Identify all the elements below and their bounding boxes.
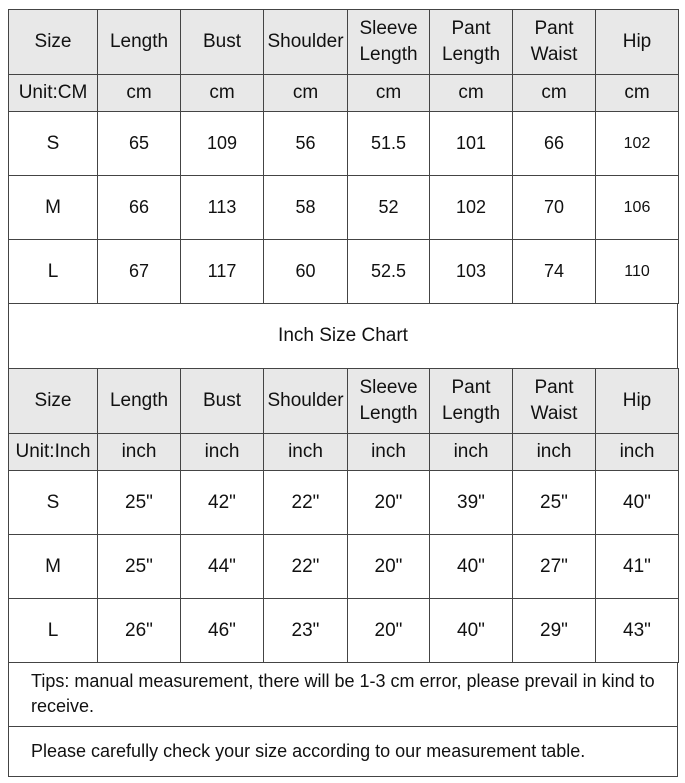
tips-note: Tips: manual measurement, there will be 1-3 cm error, please prevail in kind to receive. [8, 663, 678, 727]
column-header: Bust [181, 369, 264, 434]
value-cell: 25" [513, 471, 596, 535]
column-header: Shoulder [264, 10, 348, 75]
cm-size-table [8, 9, 679, 304]
table-row [9, 535, 679, 599]
unit-cell: cm [513, 75, 596, 112]
value-cell: 106 [596, 176, 679, 240]
value-cell: 27" [513, 535, 596, 599]
size-chart [8, 9, 678, 777]
table-row [9, 112, 679, 176]
size-cell: M [9, 535, 98, 599]
value-cell: 40" [596, 471, 679, 535]
table-row [9, 599, 679, 663]
value-cell: 52.5 [348, 240, 430, 304]
size-cell: L [9, 240, 98, 304]
value-cell: 109 [181, 112, 264, 176]
value-cell: 39" [430, 471, 513, 535]
column-header: Sleeve Length [348, 10, 430, 75]
value-cell: 52 [348, 176, 430, 240]
header-row [9, 369, 679, 434]
value-cell: 65 [98, 112, 181, 176]
value-cell: 67 [98, 240, 181, 304]
value-cell: 25" [98, 535, 181, 599]
unit-cell: inch [596, 434, 679, 471]
value-cell: 20" [348, 535, 430, 599]
column-header: Length [98, 10, 181, 75]
unit-row [9, 434, 679, 471]
table-row [9, 240, 679, 304]
column-header: Hip [596, 10, 679, 75]
unit-cell: inch [513, 434, 596, 471]
value-cell: 51.5 [348, 112, 430, 176]
size-cell: S [9, 112, 98, 176]
value-cell: 23" [264, 599, 348, 663]
column-header: Pant Waist [513, 369, 596, 434]
column-header: Hip [596, 369, 679, 434]
column-header: Sleeve Length [348, 369, 430, 434]
value-cell: 66 [513, 112, 596, 176]
value-cell: 42" [181, 471, 264, 535]
column-header: Size [9, 369, 98, 434]
check-size-note: Please carefully check your size according to our measurement table. [8, 727, 678, 777]
value-cell: 40" [430, 535, 513, 599]
column-header: Length [98, 369, 181, 434]
value-cell: 29" [513, 599, 596, 663]
unit-cell: cm [348, 75, 430, 112]
value-cell: 103 [430, 240, 513, 304]
value-cell: 66 [98, 176, 181, 240]
value-cell: 102 [430, 176, 513, 240]
column-header: Pant Length [430, 10, 513, 75]
column-header: Pant Length [430, 369, 513, 434]
value-cell: 56 [264, 112, 348, 176]
value-cell: 101 [430, 112, 513, 176]
size-cell: L [9, 599, 98, 663]
value-cell: 102 [596, 112, 679, 176]
unit-cell: cm [264, 75, 348, 112]
value-cell: 117 [181, 240, 264, 304]
column-header: Pant Waist [513, 10, 596, 75]
value-cell: 43" [596, 599, 679, 663]
value-cell: 46" [181, 599, 264, 663]
value-cell: 40" [430, 599, 513, 663]
value-cell: 22" [264, 471, 348, 535]
unit-cell: cm [596, 75, 679, 112]
unit-cell: cm [181, 75, 264, 112]
value-cell: 22" [264, 535, 348, 599]
value-cell: 70 [513, 176, 596, 240]
column-header: Size [9, 10, 98, 75]
unit-cell: inch [98, 434, 181, 471]
unit-cell: Unit:Inch [9, 434, 98, 471]
unit-cell: cm [430, 75, 513, 112]
unit-cell: Unit:CM [9, 75, 98, 112]
column-header: Shoulder [264, 369, 348, 434]
size-cell: M [9, 176, 98, 240]
unit-cell: inch [181, 434, 264, 471]
table-row [9, 471, 679, 535]
table-row [9, 176, 679, 240]
value-cell: 44" [181, 535, 264, 599]
column-header: Bust [181, 10, 264, 75]
value-cell: 110 [596, 240, 679, 304]
value-cell: 25" [98, 471, 181, 535]
unit-cell: cm [98, 75, 181, 112]
value-cell: 41" [596, 535, 679, 599]
unit-cell: inch [430, 434, 513, 471]
inch-size-table [8, 368, 679, 663]
value-cell: 26" [98, 599, 181, 663]
value-cell: 20" [348, 471, 430, 535]
value-cell: 74 [513, 240, 596, 304]
unit-cell: inch [264, 434, 348, 471]
inch-chart-title: Inch Size Chart [8, 304, 678, 368]
header-row [9, 10, 679, 75]
unit-cell: inch [348, 434, 430, 471]
value-cell: 60 [264, 240, 348, 304]
value-cell: 58 [264, 176, 348, 240]
value-cell: 113 [181, 176, 264, 240]
size-cell: S [9, 471, 98, 535]
value-cell: 20" [348, 599, 430, 663]
unit-row [9, 75, 679, 112]
